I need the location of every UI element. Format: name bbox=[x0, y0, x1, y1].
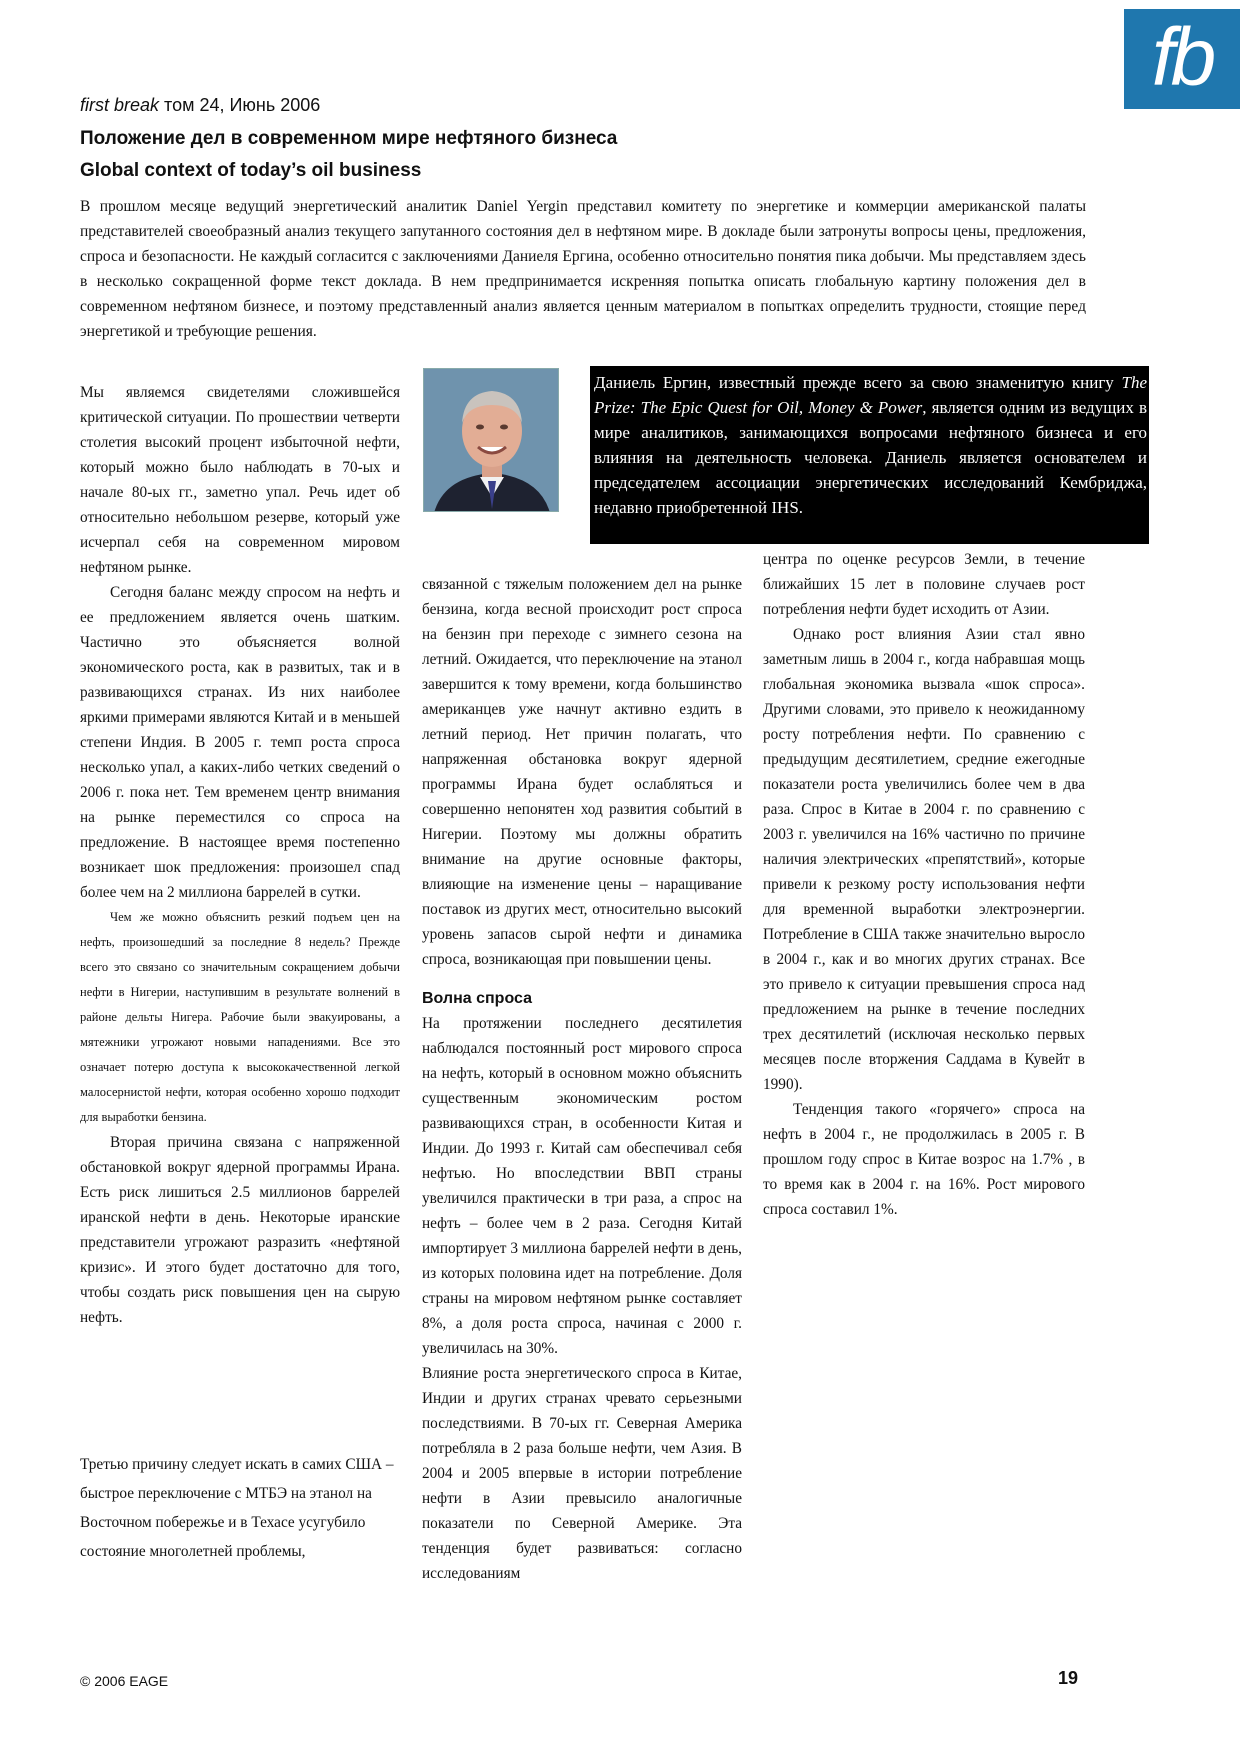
copyright-footer: © 2006 EAGE bbox=[80, 1673, 169, 1689]
portrait-image bbox=[424, 369, 559, 512]
col1-paragraph-3: Чем же можно объяснить резкий подъем цен на нефть, произошедший за последние 8 недель? Прежде всего это связано со значительным сокращением добычи нефти в Нигерии, наступившим в результате волнений в районе дельты Нигера. Рабочие были эвакуированы, а мятежники угрожают новыми нападениями. Все это означает потерю доступа к высококачественной легкой малосернистой нефти, которая особенно хорошо подходит для выработки бензина. bbox=[80, 910, 400, 1124]
author-photo bbox=[423, 368, 559, 512]
article-title-en: Global context of today’s oil business bbox=[80, 160, 422, 181]
col2-paragraph-1: связанной с тяжелым положением дел на рынке бензина, когда весной происходит рост спроса на бензин при переходе с зимнего сезона на летний. Ожидается, что переключение на этанол завершится к тому времени, когда большинство американцев уже начнут активно ездить в летний период. Нет причин полагать, что напряженная обстановка вокруг ядерной программы Ирана будет ослабляться и совершенно непонятен ход развития событий в Нигерии. Поэтому мы должны обратить внимание на другие основные факторы, влияющие на изменение цены – наращивание поставок из других мест, относительно высокий уровень запасов сырой нефти и динамика спроса, возникающая при повышении цены. bbox=[422, 576, 742, 968]
issue-info: том 24, Июнь 2006 bbox=[159, 95, 321, 115]
col3-paragraph-3: Тенденция такого «горячего» спроса на нефть в 2004 г., не продолжилась в 2005 г. В прошлом году спрос в Китае возрос на 1.7% , в то время как в 2004 г. на 16%. Рост мирового спроса составил 1%. bbox=[763, 1101, 1085, 1218]
col2-paragraph-2: На протяжении последнего десятилетия наблюдался постоянный рост мирового спроса на нефть, который в основном можно объяснить существенным экономическим ростом развивающихся стран, в особенности Китая и Индии. До 1993 г. Китай сам обеспечивал себя нефтью. Но впоследствии ВВП страны увеличился практически в три раза, а спрос на нефть – более чем в 2 раза. Сегодня Китай импортирует 3 миллиона баррелей нефти в день, из которых половина идет на потребление. Доля страны на мировом нефтяном рынке составляет 8%, а доля роста спроса, начиная с 2000 г. увеличилась на 30%. bbox=[422, 1015, 742, 1357]
col2-paragraph-3: Влияние роста энергетического спроса в Китае, Индии и других странах чревато серьезными последствиями. В 70-ых гг. Северная Америка потребляла в 2 раза больше нефти, чем Азия. В 2004 и 2005 впервые в истории потребление нефти в Азии превысило аналогичные показатели по Северной Америке. Эта тенденция будет развиваться: согласно исследованиям bbox=[422, 1365, 742, 1582]
bio-book-title: The Prize: The Epic Quest for Oil, Money & Power bbox=[594, 373, 1147, 417]
column-2 bbox=[422, 572, 742, 1586]
section-heading-demand-wave: Волна спроса bbox=[422, 990, 532, 1007]
lead-paragraph: В прошлом месяце ведущий энергетический аналитик Daniel Yergin представил комитету по энергетике и коммерции американской палаты представителей своеобразный анализ текущего запутанного состояния дел в нефтяном мире. В докладе были затронуты вопросы цены, предложения, спроса и безопасности. Не каждый согласится с заключениями Даниеля Ергина, особенно относительно понятия пика добычи. Мы представляем здесь в несколько сокращенной форме текст доклада. В нем предпринимается искренняя попытка описать глобальную картину положения дел в современном нефтяном бизнесе, и поэтому представленный анализ является ценным материалом в попытках определить трудности, стоящие перед энергетикой и требующие решения. bbox=[80, 198, 1086, 340]
article-title-ru: Положение дел в современном мире нефтяного бизнеса bbox=[80, 128, 618, 149]
bio-text-2: , является одним из ведущих в мире аналитиков, занимающихся вопросами нефтяного бизнеса и его влияния на деятельность человека. Даниель является основателем и председателем ассоциации энергетических исследований Кембриджа, недавно приобретенной IHS. bbox=[594, 398, 1148, 517]
journal-name: first break bbox=[80, 95, 160, 115]
column-1 bbox=[80, 380, 400, 1330]
col1-paragraph-4: Вторая причина связана с напряженной обстановкой вокруг ядерной программы Ирана. Есть риск лишиться 2.5 миллионов баррелей иранской нефти в день. Некоторые иранские представители угрожают разразить «нефтяной кризис». И этого будет достаточно для того, чтобы создать риск повышения цен на сырую нефть. bbox=[80, 1134, 400, 1326]
bio-text-1: Даниель Ергин, известный прежде всего за свою знаменитую книгу bbox=[594, 373, 1122, 392]
author-bio-box bbox=[590, 366, 1149, 544]
col3-paragraph-1: центра по оценке ресурсов Земли, в течение ближайших 15 лет в половине случаев рост потребления нефти будет исходить от Азии. bbox=[763, 551, 1085, 618]
page-number: 19 bbox=[1058, 1668, 1079, 1688]
journal-issue-line bbox=[80, 94, 320, 116]
column-3 bbox=[763, 547, 1085, 1222]
col1-paragraph-2: Сегодня баланс между спросом на нефть и ее предложением является очень шатким. Частично это объясняется волной экономического роста, как в развитых, так и в развивающихся странах. Из них наиболее яркими примерами являются Китай и в меньшей степени Индия. В 2005 г. темп роста спроса несколько упал, а каких-либо четких сведений о 2006 г. пока нет. Тем временем центр внимания на рынке переместился со спроса на предложение. В настоящее время постепенно возникает шок предложения: произошел спад более чем на 2 миллиона баррелей в сутки. bbox=[80, 584, 400, 901]
journal-logo bbox=[1124, 9, 1240, 109]
col1-paragraph-5: Третью причину следует искать в самих США – быстрое переключение с МТБЭ на этанол на Восточном побережье и в Техасе усугубило состояние многолетней проблемы, bbox=[80, 1456, 394, 1560]
logo-text: fb bbox=[1151, 12, 1213, 103]
col1-paragraph-1: Мы являемся свидетелями сложившейся критической ситуации. По прошествии четверти столетия высокий процент избыточной нефти, который можно было наблюдать в 70-ых и начале 80-ых гг., заметно упал. Речь идет об относительно небольшом резерве, который уже исчерпал себя на современном мировом нефтяном рынке. bbox=[80, 384, 400, 576]
col3-paragraph-2: Однако рост влияния Азии стал явно заметным лишь в 2004 г., когда набравшая мощь глобальная экономика вызвала «шок спроса». Другими словами, это привело к неожиданному росту потребления нефти. По сравнению с предыдущим десятилетием, средние ежегодные показатели роста увеличились более чем в два раза. Спрос в Китае в 2004 г. по сравнению с 2003 г. увеличился на 16% частично по причине наличия электрических «препятствий», которые привели к резкому росту использования нефти для временной выработки электроэнергии. Потребление в США также значительно выросло в 2004 г., как и во многих других странах. Все это привело к ситуации превышения спроса над предложением на рынке в течение последних трех десятилетий (исключая несколько первых месяцев после вторжения Саддама в Кувейт в 1990). bbox=[763, 626, 1085, 1093]
